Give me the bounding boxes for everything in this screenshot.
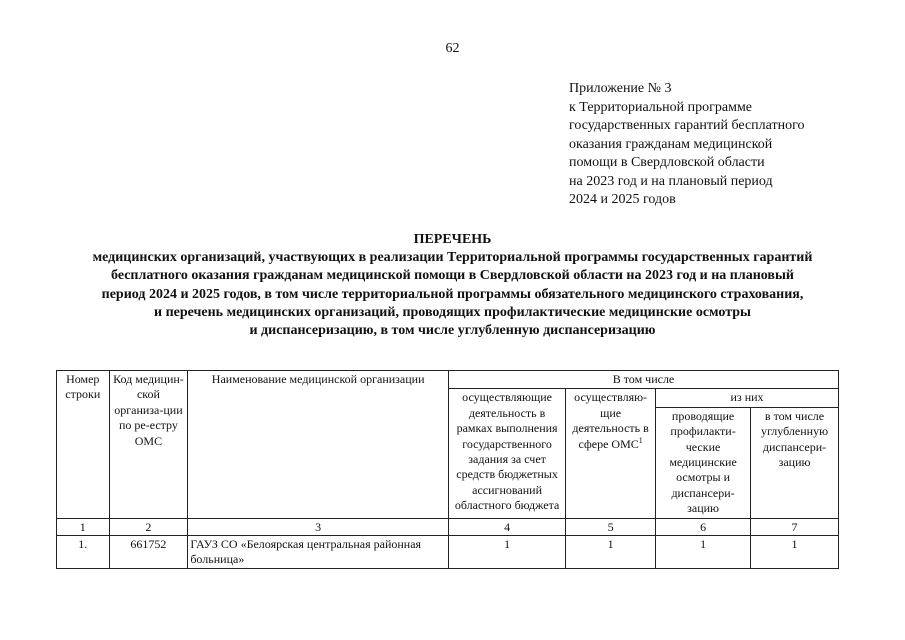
column-number: 5 [566, 518, 656, 535]
organizations-table [56, 370, 839, 569]
appendix-line: на 2023 год и на плановый период [569, 173, 773, 189]
column-number: 7 [751, 518, 839, 535]
column-number: 4 [448, 518, 565, 535]
appendix-line: помощи в Свердловской области [569, 155, 765, 170]
title-line: и перечень медицинских организаций, проводящих профилактические медицинские осмотры [154, 304, 751, 320]
appendix-line: к Территориальной программе [569, 99, 753, 115]
title-line: медицинских организаций, участвующих в реализации Территориальной программы государственных гарантий [92, 250, 813, 266]
header-of-them: из них [656, 389, 839, 407]
column-numbers-row [57, 518, 839, 535]
table-row [57, 535, 839, 569]
appendix-note [569, 80, 869, 210]
header-including: В том числе [448, 371, 838, 389]
appendix-line: государственных гарантий бесплатного [569, 118, 805, 133]
cell-oms: 1 [566, 535, 656, 569]
header-state-task: осуществляющие деятельность в рамках выполнения государственного задания за счет средств бюджетных ассигнований областного бюджета [448, 389, 565, 518]
cell-preventive: 1 [656, 535, 751, 569]
title-line: бесплатного оказания гражданам медицинской помощи в Свердловской области на 2023 год и на плановый [111, 268, 794, 284]
column-number: 6 [656, 518, 751, 535]
title-line: период 2024 и 2025 годов, в том числе территориальной программы обязательного медицинского страхования, [101, 286, 804, 302]
document-title [0, 231, 905, 340]
appendix-line: 2024 и 2025 годов [569, 192, 676, 207]
cell-in-depth: 1 [751, 535, 839, 569]
header-name: Наименование медицинской организации [188, 371, 449, 519]
header-code: Код медицин-ской организа-ции по ре-естру ОМС [109, 371, 188, 519]
cell-row-number: 1. [57, 535, 110, 569]
cell-state-task: 1 [448, 535, 565, 569]
column-number: 3 [188, 518, 449, 535]
appendix-line: Приложение № 3 [569, 81, 672, 96]
header-preventive: проводящие профилакти-ческие медицинские осмотры и диспансери-зацию [656, 407, 751, 518]
header-oms [566, 389, 656, 518]
column-number: 1 [57, 518, 110, 535]
header-row-number: Номер строки [57, 371, 110, 519]
page-number: 62 [445, 41, 460, 56]
cell-name: ГАУЗ СО «Белоярская центральная районная больница» [188, 535, 449, 569]
column-number: 2 [109, 518, 188, 535]
cell-code: 661752 [109, 535, 188, 569]
title-heading: ПЕРЕЧЕНЬ [413, 232, 492, 247]
header-in-depth: в том числе углубленную диспансери-зацию [751, 407, 839, 518]
footnote-marker: 1 [638, 435, 643, 445]
appendix-line: оказания гражданам медицинской [569, 136, 773, 152]
title-line: и диспансеризацию, в том числе углубленную диспансеризацию [249, 323, 656, 339]
header-oms-text: осуществляю-щие деятельность в сфере ОМС [572, 390, 649, 451]
